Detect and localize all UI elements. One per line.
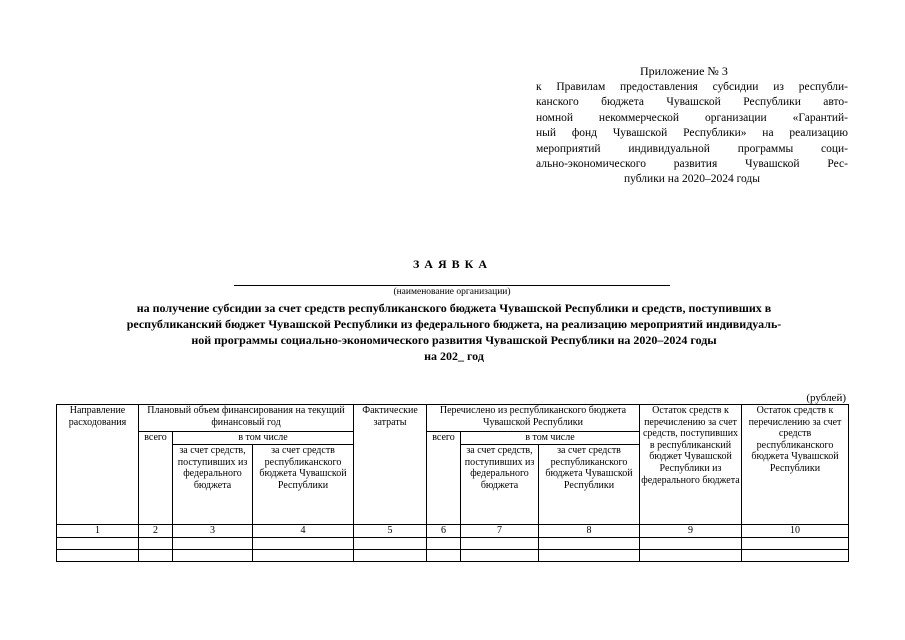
table-cell[interactable] (461, 550, 539, 562)
header-planned-including: в том числе (173, 432, 354, 445)
appendix-title: Приложение № 3 (640, 64, 728, 78)
appendix-line: ально-экономического развития Чувашской Рес- (536, 158, 848, 171)
table-cell[interactable] (539, 538, 640, 550)
column-number: 7 (461, 525, 539, 538)
table-cell[interactable] (57, 538, 139, 550)
currency-units: (рублей) (806, 392, 846, 404)
header-transferred-total: всего (427, 432, 461, 525)
table-cell[interactable] (173, 538, 253, 550)
column-number: 3 (173, 525, 253, 538)
column-number: 1 (57, 525, 139, 538)
header-balance-federal: Остаток средств к перечислению за счет средств, поступивших в республиканский бюджет Чувашской Республики из федерального бюджета (640, 405, 742, 525)
table-cell[interactable] (253, 538, 354, 550)
table-cell[interactable] (139, 550, 173, 562)
appendix-line: ный фонд Чувашской Республики» на реализацию (536, 127, 848, 140)
table-cell[interactable] (640, 550, 742, 562)
header-actual-costs: Фактические затраты (354, 405, 427, 525)
header-planned: Плановый объем финансирования на текущий финансовый год (139, 405, 354, 432)
header-transferred-including: в том числе (461, 432, 640, 445)
header-planned-republican: за счет средств республиканского бюджета Чувашской Республики (253, 445, 354, 525)
appendix-line: публики на 2020–2024 годы (623, 173, 760, 186)
table-cell[interactable] (57, 550, 139, 562)
column-number: 2 (139, 525, 173, 538)
header-planned-total: всего (139, 432, 173, 525)
column-number: 10 (742, 525, 849, 538)
table-cell[interactable] (539, 550, 640, 562)
column-number: 9 (640, 525, 742, 538)
header-balance-republican: Остаток средств к перечислению за счет средств республиканского бюджета Чувашской Республики (742, 405, 849, 525)
table-cell[interactable] (742, 550, 849, 562)
appendix-text (536, 80, 848, 188)
purpose-line: на 202_ год (424, 349, 484, 363)
appendix-line: номной некоммерческой организации «Гарантий- (536, 111, 848, 124)
table-cell[interactable] (354, 550, 427, 562)
table-cell[interactable] (173, 550, 253, 562)
header-direction: Направление расходования (57, 405, 139, 525)
table-cell[interactable] (742, 538, 849, 550)
table-row (57, 538, 849, 550)
column-number: 4 (253, 525, 354, 538)
appendix-line: мероприятий индивидуальной программы соци- (536, 142, 848, 155)
purpose-line: ной программы социально-экономического развития Чувашской Республики на 2020–2024 годы (191, 333, 717, 347)
table-cell[interactable] (354, 538, 427, 550)
column-number: 8 (539, 525, 640, 538)
appendix-line: канского бюджета Чувашской Республики авто- (536, 96, 848, 109)
header-transferred: Перечислено из республиканского бюджета Чувашской Республики (427, 405, 640, 432)
request-table (56, 404, 849, 562)
purpose-line: на получение субсидии за счет средств республиканского бюджета Чувашской Республики и средств, поступивших в (136, 301, 772, 315)
table-cell[interactable] (139, 538, 173, 550)
organization-caption: (наименование организации) (393, 287, 511, 297)
table-row (57, 550, 849, 562)
organization-name-line[interactable] (234, 285, 670, 286)
purpose-line: республиканский бюджет Чувашской Республики из федерального бюджета, на реализацию мероприятий индивидуаль- (126, 317, 782, 331)
request-title: ЗАЯВКА (412, 257, 493, 271)
column-number-row (57, 525, 849, 538)
column-number: 6 (427, 525, 461, 538)
appendix-line: к Правилам предоставления субсидии из республи- (536, 81, 848, 93)
column-number: 5 (354, 525, 427, 538)
table-cell[interactable] (427, 538, 461, 550)
table-cell[interactable] (640, 538, 742, 550)
header-planned-federal: за счет средств, поступивших из федерального бюджета (173, 445, 253, 525)
table-cell[interactable] (253, 550, 354, 562)
header-transferred-federal: за счет средств, поступивших из федерального бюджета (461, 445, 539, 525)
table-cell[interactable] (461, 538, 539, 550)
request-purpose (62, 300, 846, 364)
table-cell[interactable] (427, 550, 461, 562)
header-transferred-republican: за счет средств республиканского бюджета Чувашской Республики (539, 445, 640, 525)
